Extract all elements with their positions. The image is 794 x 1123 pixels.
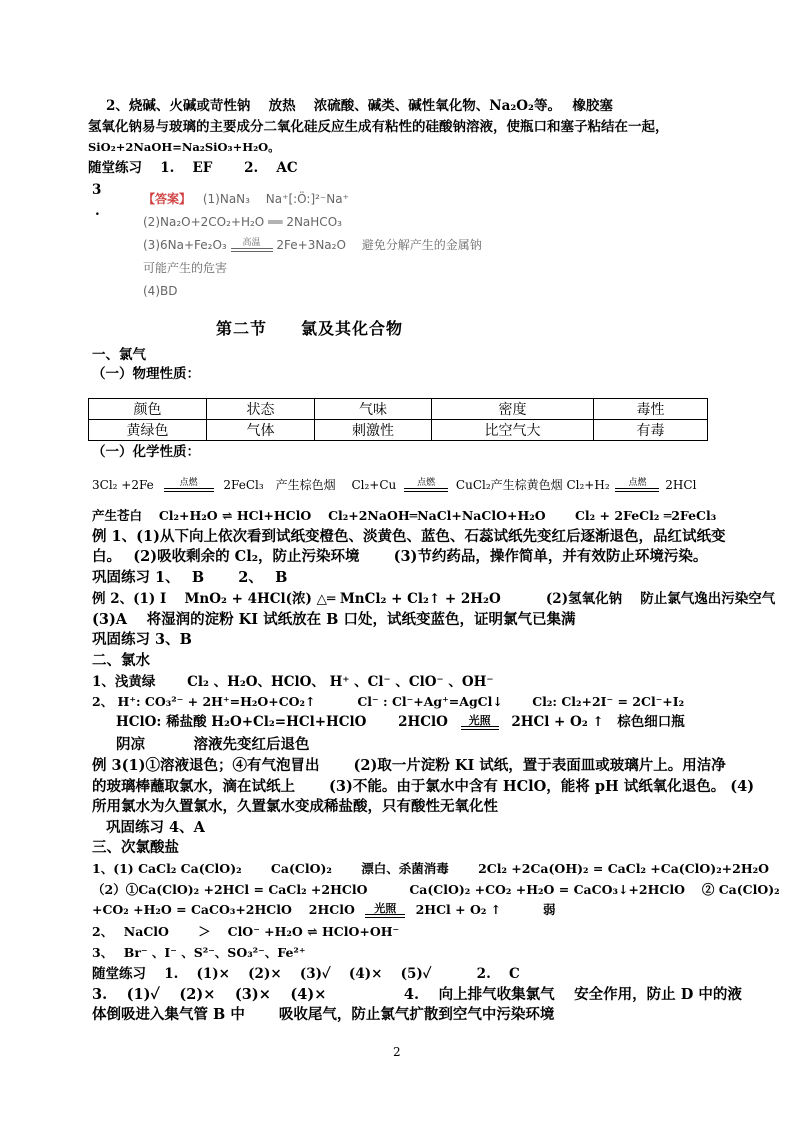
line-practice-3b: 体倒吸进入集气管 B 中 吸收尾气，防止氯气扩散到空气中污染环境 (92, 1006, 555, 1023)
line-example-3b: 的玻璃棒蘸取氯水，滴在试纸上 (3)不能。由于氯水中含有 HClO，能将 pH 试纸氧化退色。 (4) (92, 778, 755, 795)
line-practice-3: 3. (1)✓ (2)× (3)× (4)× 4. 向上排气收集氯气 安全作用，防止 D 中的液 (92, 986, 742, 1003)
hypo3-decomp: 2HCl + O₂ ↑ 弱 (415, 902, 556, 917)
answer-2: (2)Na₂O+2CO₂+H₂O ══ 2NaHCO₃ (143, 215, 342, 229)
heading-hypochlorite: 三、次氯酸盐 (92, 839, 179, 856)
line-water-3 (116, 712, 685, 732)
ignite-arrow-3 (615, 479, 659, 492)
line-q3-number: 3 (92, 182, 102, 198)
eq-cu: 2FeCl₃ 产生棕色烟 Cl₂+Cu (223, 478, 397, 492)
answer-box (143, 188, 482, 303)
line-example-2b: (3)A 将湿润的淀粉 KI 试纸放在 B 口处，试纸变蓝色，证明氯气已集满 (92, 611, 576, 628)
table-header-cell: 气味 (315, 399, 432, 420)
answer-4: (4)BD (143, 284, 178, 298)
line-sio2-eq: SiO₂+2NaOH=Na₂SiO₃+H₂O。 (88, 140, 280, 154)
line-consolidate-3: 巩固练习 4、A (106, 819, 205, 836)
hclo-decomp: 2HCl + O₂ ↑ 棕色细口瓶 (511, 714, 685, 730)
line-practice-1: 随堂练习 1. EF 2. AC (88, 160, 298, 176)
line-sodium-hydroxide-names: 2、烧碱、火碱或苛性钠 放热 浓硫酸、碱类、碱性氧化物、Na₂O₂等。 橡胶塞 (106, 98, 613, 114)
answer-1: (1)NaN₃ Na⁺[:Ö:]²⁻Na⁺ (202, 192, 349, 206)
answer-3-post: 2Fe+3Na₂O 避免分解产生的金属钠 (276, 238, 482, 252)
light-arrow-1 (461, 715, 499, 730)
line-water-2: 2、 H⁺: CO₃²⁻ + 2H⁺=H₂O+CO₂↑ Cl⁻ : Cl⁻+Ag⁺=AgCl↓ Cl₂: Cl₂+2I⁻ = 2Cl⁻+I₂ (92, 694, 685, 709)
line-example-2: 例 2、(1) Ⅰ MnO₂ + 4HCl(浓) △═ MnCl₂ + Cl₂↑ + 2H₂O (2)氢氧化钠 防止氯气逸出污染空气 (92, 591, 776, 607)
light-label: 光照 (468, 714, 491, 727)
line-example-1b: 白。 (2)吸收剩余的 Cl₂，防止污染环境 (3)节约药品，操作简单，并有效防止环境污染。 (92, 548, 708, 565)
table-row (89, 420, 708, 441)
table-header-row (89, 399, 708, 420)
line-hypo-5: 3、 Br⁻ 、I⁻ 、S²⁻、SO₃²⁻、Fe²⁺ (92, 945, 306, 960)
answer-3b: 可能产生的危害 (143, 261, 228, 275)
hclo-text: HClO: 稀盐酸 H₂O+Cl₂=HCl+HClO 2HClO (116, 714, 448, 730)
light-arrow-2 (365, 903, 405, 918)
line-pale-flame: 产生苍白 Cl₂+H₂O ⇌ HCl+HClO Cl₂+2NaOH═NaCl+NaClO+H₂O Cl₂ + 2FeCl₂ ═2FeCl₃ (92, 508, 717, 523)
table-cell: 黄绿色 (89, 420, 207, 441)
line-naoh-glass: 氢氧化钠易与玻璃的主要成分二氧化硅反应生成有粘性的硅酸钠溶液，使瓶口和塞子粘结在一起， (88, 119, 669, 135)
line-water-1: 1、浅黄绿 Cl₂ 、H₂O、HClO、 H⁺ 、Cl⁻ 、ClO⁻ 、OH⁻ (92, 674, 494, 690)
eq-fe: 3Cl₂ +2Fe (92, 478, 154, 492)
line-example-1: 例 1、(1)从下向上依次看到试纸变橙色、淡黄色、蓝色、石蕊试纸先变红后逐渐退色，品红试纸变 (92, 528, 726, 545)
line-hypo-2: （2）①Ca(ClO)₂ +2HCl = CaCl₂ +2HClO Ca(ClO)₂ +CO₂ +H₂O = CaCO₃↓+2HClO ② Ca(ClO)₂ (92, 882, 780, 897)
table-header-cell: 密度 (432, 399, 594, 420)
line-consolidate-1: 巩固练习 1、 B 2、 B (92, 569, 288, 586)
answer-3-pre: (3)6Na+Fe₂O₃ (143, 238, 227, 252)
table-cell: 刺激性 (315, 420, 432, 441)
line-practice-2: 随堂练习 1. (1)× (2)× (3)✓ (4)× (5)✓ 2. C (92, 966, 520, 982)
line-hypo-1: 1、(1) CaCl₂ Ca(ClO)₂ Ca(ClO)₂ 漂白、杀菌消毒 2Cl₂ +2Ca(OH)₂ = CaCl₂ +Ca(ClO)₂+2H₂O (92, 861, 770, 876)
ignite-arrow-2 (404, 479, 448, 492)
heading-chlorine-water: 二、氯水 (92, 652, 150, 669)
high-temp-label: 高温 (242, 238, 261, 248)
high-temp-arrow (231, 239, 273, 252)
ignite-label: 点燃 (628, 478, 647, 488)
line-example-3: 例 3(1)①溶液退色；④有气泡冒出 (2)取一片淀粉 KI 试纸，置于表面皿或玻璃片上。用洁净 (92, 757, 726, 774)
table-header-cell: 状态 (207, 399, 315, 420)
table-cell: 气体 (207, 420, 315, 441)
section-title: 第二节 氯及其化合物 (216, 319, 404, 338)
ignite-label: 点燃 (417, 478, 436, 488)
answer-tag: 【答案】 (143, 192, 192, 206)
table-header-cell: 毒性 (594, 399, 708, 420)
line-hypo-3 (92, 900, 556, 920)
table-header-cell: 颜色 (89, 399, 207, 420)
light-label: 光照 (374, 902, 397, 915)
table-cell: 比空气大 (432, 420, 594, 441)
line-consolidate-2: 巩固练习 3、B (92, 631, 192, 648)
physical-properties-table (88, 398, 708, 441)
hypo3-text: +CO₂ +H₂O = CaCO₃+2HClO 2HClO (92, 902, 355, 917)
heading-chemical-props: （一）化学性质： (92, 444, 200, 460)
eq-hcl: 2HCl (665, 478, 697, 492)
line-reactions-ignite (92, 475, 696, 495)
table-cell: 有毒 (594, 420, 708, 441)
ignite-arrow-1 (164, 479, 214, 492)
line-hypo-4: 2、 NaClO ＞ ClO⁻ +H₂O ⇌ HClO+OH⁻ (92, 924, 400, 939)
heading-physical-props: （一）物理性质： (92, 366, 200, 382)
ignite-label: 点燃 (179, 478, 198, 488)
page-number: 2 (393, 1045, 401, 1059)
line-example-3c: 所用氯水为久置氯水，久置氯水变成稀盐酸，只有酸性无氧化性 (92, 798, 498, 815)
heading-chlorine: 一、氯气 (92, 347, 146, 363)
line-water-4: 阴凉 溶液先变红后退色 (116, 736, 310, 753)
eq-h2: CuCl₂产生棕黄色烟 Cl₂+H₂ (455, 478, 610, 492)
line-q3-dot: . (95, 203, 100, 219)
